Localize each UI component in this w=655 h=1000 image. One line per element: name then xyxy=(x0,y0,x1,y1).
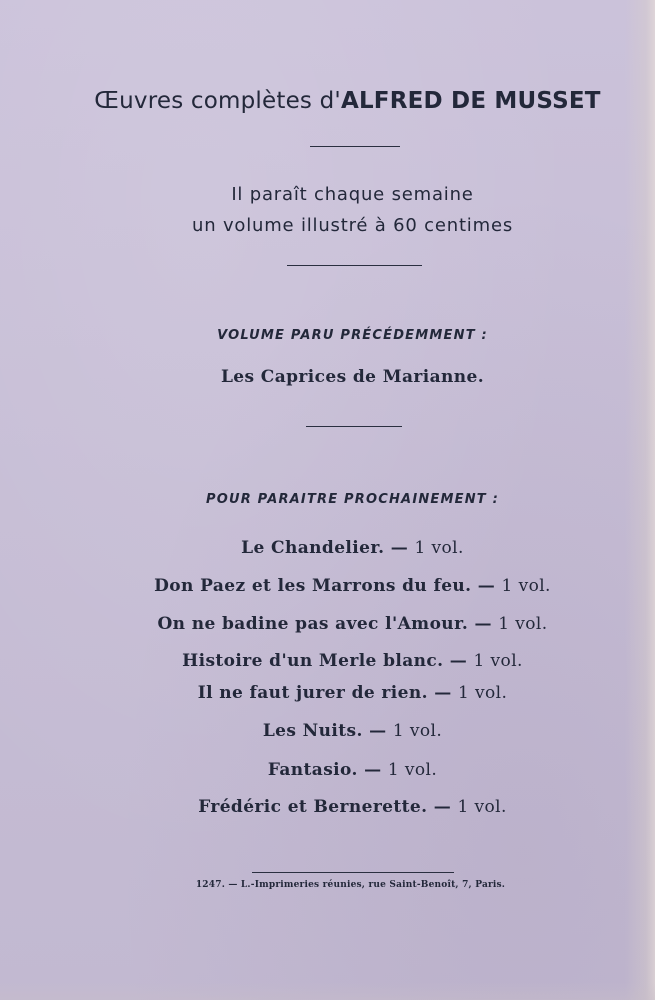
list-item xyxy=(0,614,655,634)
list-item xyxy=(0,797,655,817)
item-vol: 1 vol. xyxy=(498,614,548,634)
divider-3 xyxy=(306,426,402,427)
item-vol: 1 vol. xyxy=(457,797,507,817)
divider-1 xyxy=(310,146,400,147)
item-vol: 1 vol. xyxy=(414,538,464,558)
list-item xyxy=(0,538,655,558)
divider-2 xyxy=(287,265,422,266)
title-prefix: Œuvres complètes d' xyxy=(94,88,341,114)
list-item xyxy=(0,721,655,741)
item-title: Le Chandelier. — xyxy=(241,538,409,558)
item-title: Fantasio. — xyxy=(267,760,382,780)
printer-imprint: 1247. — L.-Imprimeries réunies, rue Saint-Benoît, 7, Paris. xyxy=(195,880,506,890)
item-title: Il ne faut jurer de rien. — xyxy=(197,683,452,703)
intro-line-2: un volume illustré à 60 centimes xyxy=(192,215,513,236)
list-item xyxy=(0,683,655,703)
intro-line-1: Il paraît chaque semaine xyxy=(231,184,474,205)
footer-divider xyxy=(252,872,454,873)
previous-title: Les Caprices de Marianne. xyxy=(220,367,485,387)
item-vol: 1 vol. xyxy=(501,576,551,596)
item-title: Frédéric et Bernerette. — xyxy=(198,797,452,817)
title-author: ALFRED DE MUSSET xyxy=(340,88,601,114)
list-item xyxy=(0,760,655,780)
item-vol: 1 vol. xyxy=(392,721,443,741)
item-vol: 1 vol. xyxy=(473,651,523,671)
item-title: On ne badine pas avec l'Amour. — xyxy=(157,614,492,634)
upcoming-heading: POUR PARAITRE PROCHAINEMENT : xyxy=(205,492,500,507)
item-title: Histoire d'un Merle blanc. — xyxy=(182,651,468,671)
list-item xyxy=(0,651,655,671)
page-title xyxy=(0,88,655,114)
item-title: Les Nuits. — xyxy=(262,721,387,741)
item-vol: 1 vol. xyxy=(387,760,438,780)
previous-heading: VOLUME PARU PRÉCÉDEMMENT : xyxy=(217,328,488,343)
item-title: Don Paez et les Marrons du feu. — xyxy=(154,576,496,596)
list-item xyxy=(0,576,655,596)
paper-bottom-shading xyxy=(0,982,655,1000)
item-vol: 1 vol. xyxy=(457,683,508,703)
